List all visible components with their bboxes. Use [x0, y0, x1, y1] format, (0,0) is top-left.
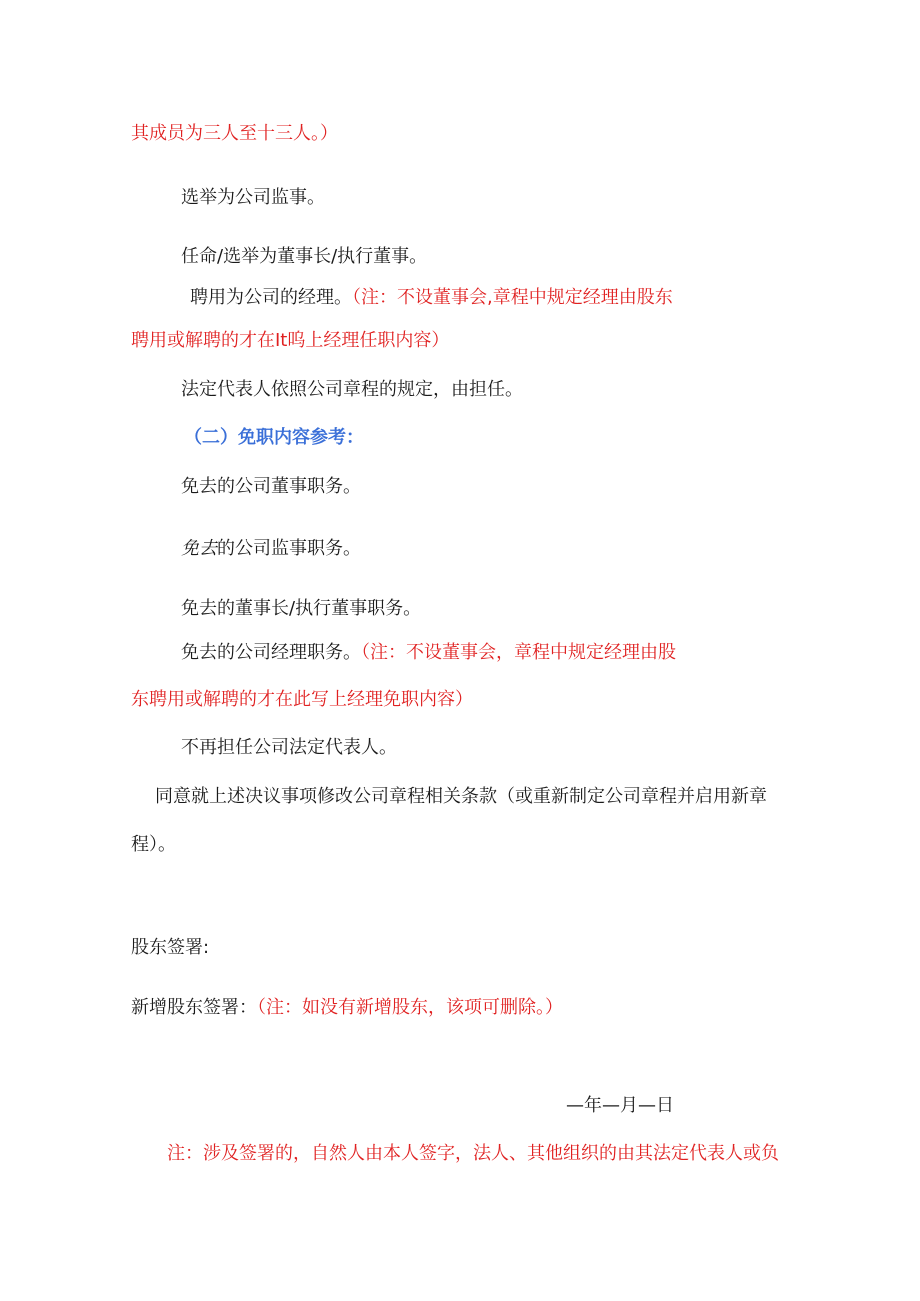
new-shareholder-signature-label: 新增股东签署：	[131, 997, 257, 1018]
hire-manager-note: （注：不设董事会,章程中规定经理由股东	[352, 287, 673, 308]
elect-supervisor-line: 选举为公司监事。	[181, 187, 325, 208]
dismiss-manager-note-cont: 东聘用或解聘的才在此写上经理免职内容）	[131, 689, 473, 710]
shareholder-signature-label: 股东签署:	[131, 937, 210, 958]
legal-rep-line: 法定代表人依照公司章程的规定，由担任。	[181, 379, 523, 400]
hire-manager-note-cont: 聘用或解聘的才在It呜上经理任职内容）	[131, 330, 450, 351]
dismiss-supervisor-text: 的公司监事职务。	[217, 538, 361, 559]
section-heading-dismissal: （二）免职内容参考：	[184, 427, 364, 448]
new-shareholder-signature-line	[131, 996, 563, 1020]
dismiss-director-line: 免去的公司董事职务。	[181, 476, 361, 497]
hire-manager-text: 聘用为公司的经理。	[190, 287, 352, 308]
dismiss-supervisor-italic: 免去	[181, 538, 217, 559]
dismiss-manager-note: （注：不设董事会，章程中规定经理由股	[361, 642, 676, 663]
hire-manager-line	[190, 286, 673, 310]
appoint-chairman-line: 任命/选举为董事长/执行董事。	[181, 246, 428, 267]
dismiss-chairman-line: 免去的董事长/执行董事职务。	[181, 598, 422, 619]
dismiss-manager-text: 免去的公司经理职务。	[181, 642, 361, 663]
no-longer-legal-rep-line: 不再担任公司法定代表人。	[181, 737, 397, 758]
note-members-count: 其成员为三人至十三人。）	[131, 123, 338, 144]
dismiss-manager-line	[181, 641, 676, 665]
amend-articles-line-cont: 程）。	[131, 834, 176, 855]
amend-articles-line: 同意就上述决议事项修改公司章程相关条款（或重新制定公司章程并启用新章	[155, 786, 767, 807]
dismiss-supervisor-line	[181, 537, 361, 561]
signature-footnote: 注：涉及签署的，自然人由本人签字，法人、其他组织的由其法定代表人或负	[167, 1143, 779, 1164]
date-line: —年—月—日	[566, 1095, 674, 1116]
new-shareholder-note: （注：如没有新增股东，该项可删除。）	[257, 997, 563, 1018]
